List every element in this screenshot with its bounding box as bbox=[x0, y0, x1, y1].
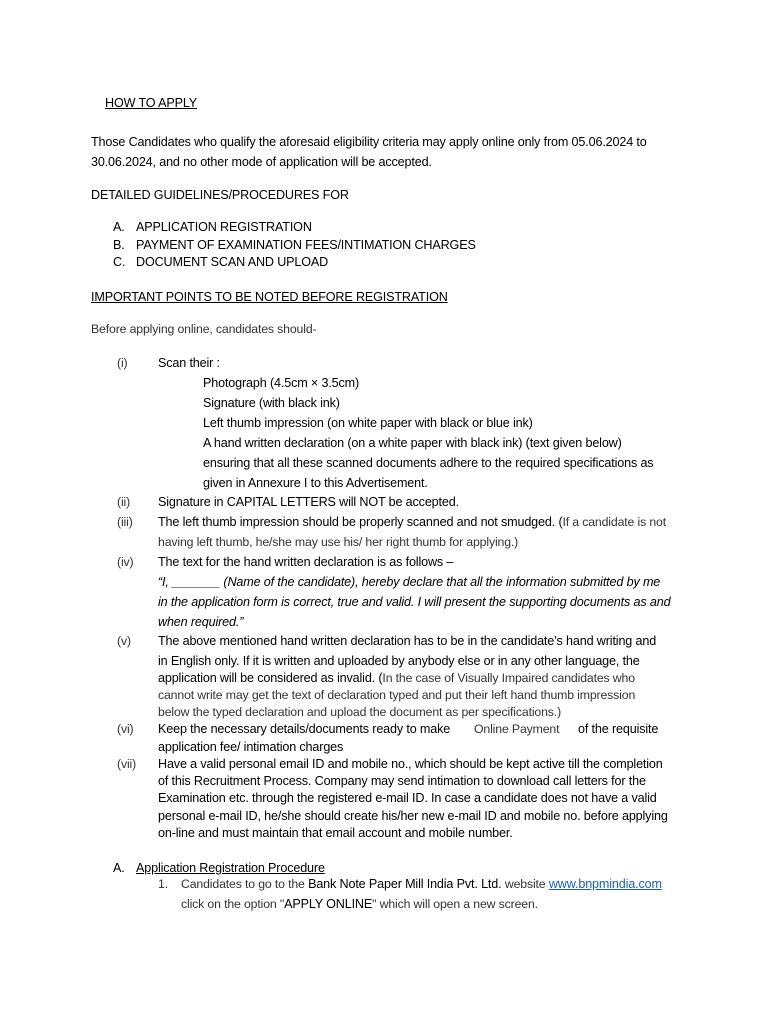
step-1-line-1 bbox=[181, 876, 662, 892]
point-vii-line: personal e-mail ID, he/she should create his/her new e-mail ID and mobile no. before applying bbox=[158, 809, 668, 823]
point-number: (ii) bbox=[117, 495, 131, 509]
declaration-line: ensuring that all these scanned documents adhere to the required specifications as bbox=[203, 456, 654, 470]
step-1-line-2 bbox=[181, 896, 538, 912]
online-payment-text: Online Payment bbox=[474, 722, 560, 736]
point-number: (iv) bbox=[117, 555, 134, 569]
step-1-click-text: click on the option " bbox=[181, 897, 285, 911]
point-number: (iii) bbox=[117, 515, 133, 529]
declaration-quote: when required.” bbox=[158, 615, 244, 629]
point-number: (vi) bbox=[117, 722, 134, 736]
scan-item: Signature (with black ink) bbox=[203, 396, 340, 410]
point-v-note-line: below the typed declaration and upload the document as per specifications.) bbox=[158, 705, 562, 719]
point-v-invalid-text: application will be considered as invalid. ( bbox=[158, 671, 383, 685]
guidelines-heading: DETAILED GUIDELINES/PROCEDURES FOR bbox=[91, 188, 349, 202]
how-to-apply-heading: HOW TO APPLY bbox=[105, 96, 197, 110]
guideline-letter: A. bbox=[113, 220, 125, 234]
intro-line-1: Those Candidates who qualify the aforesaid eligibility criteria may apply online only from 05.06.2024 to bbox=[91, 135, 647, 149]
point-vii-line: Examination etc. through the registered e-mail ID. In case a candidate does not have a valid bbox=[158, 791, 657, 805]
point-number: (v) bbox=[117, 634, 131, 648]
point-vii-line: Have a valid personal email ID and mobile no., which should be kept active till the completion bbox=[158, 757, 663, 771]
step-1-suffix: " which will open a new screen. bbox=[372, 897, 538, 911]
point-v-line: in English only. If it is written and uploaded by anybody else or in any other language, the bbox=[158, 654, 640, 668]
guideline-letter: B. bbox=[113, 238, 125, 252]
intro-line-2: 30.06.2024, and no other mode of application will be accepted. bbox=[91, 155, 432, 169]
point-v-line: The above mentioned hand written declaration has to be in the candidate’s hand writing and bbox=[158, 634, 657, 648]
step-1-prefix: Candidates to go to the bbox=[181, 877, 305, 891]
point-iii-note: If a candidate is not bbox=[562, 515, 666, 529]
section-a-letter: A. bbox=[113, 861, 125, 875]
point-ii-text: Signature in CAPITAL LETTERS will NOT be accepted. bbox=[158, 495, 459, 509]
apply-online-option: APPLY ONLINE bbox=[284, 897, 373, 911]
point-vii-line: on-line and must maintain that email account and mobile number. bbox=[158, 826, 513, 840]
point-vi-line-1c: of the requisite bbox=[578, 722, 659, 736]
website-word: website bbox=[504, 877, 546, 891]
scan-item: Photograph (4.5cm × 3.5cm) bbox=[203, 376, 360, 390]
declaration-line: A hand written declaration (on a white paper with black ink) (text given below) bbox=[203, 436, 622, 450]
point-vi-line-1a: Keep the necessary details/documents ready to make bbox=[158, 722, 451, 736]
point-iii-text: The left thumb impression should be properly scanned and not smudged. ( bbox=[158, 515, 563, 529]
point-iv-text: The text for the hand written declaration is as follows – bbox=[158, 555, 454, 569]
point-iii-note-line-2: having left thumb, he/she may use his/ her right thumb for applying.) bbox=[158, 535, 519, 549]
guideline-letter: C. bbox=[113, 255, 126, 269]
step-number: 1. bbox=[158, 877, 168, 891]
point-number: (i) bbox=[117, 356, 128, 370]
declaration-quote: “I, _______ (Name of the candidate), hereby declare that all the information submitted by me bbox=[158, 575, 661, 589]
guideline-item: PAYMENT OF EXAMINATION FEES/INTIMATION CHARGES bbox=[136, 238, 476, 252]
guideline-item: APPLICATION REGISTRATION bbox=[136, 220, 312, 234]
point-number: (vii) bbox=[117, 757, 137, 771]
point-vii-line: of this Recruitment Process. Company may send intimation to download call letters for the bbox=[158, 774, 646, 788]
point-i-text: Scan their : bbox=[158, 356, 220, 370]
important-points-heading: IMPORTANT POINTS TO BE NOTED BEFORE REGISTRATION bbox=[91, 290, 448, 304]
declaration-quote: in the application form is correct, true and valid. I will present the supporting documents as and bbox=[158, 595, 671, 609]
scan-item: Left thumb impression (on white paper with black or blue ink) bbox=[203, 416, 533, 430]
point-v-note: In the case of Visually Impaired candidates who bbox=[382, 671, 635, 685]
section-a-title: Application Registration Procedure bbox=[136, 861, 325, 875]
company-name: Bank Note Paper Mill India Pvt. Ltd. bbox=[308, 877, 502, 891]
point-iii-line-1 bbox=[158, 514, 666, 530]
guideline-item: DOCUMENT SCAN AND UPLOAD bbox=[136, 255, 329, 269]
declaration-line: given in Annexure I to this Advertisement. bbox=[203, 476, 428, 490]
point-v-note-line: cannot write may get the text of declaration typed and put their left hand thumb impression bbox=[158, 688, 636, 702]
point-vi-line-2: application fee/ intimation charges bbox=[158, 740, 344, 754]
point-v-line bbox=[158, 670, 635, 686]
before-applying-text: Before applying online, candidates should- bbox=[91, 322, 317, 336]
website-link[interactable]: www.bnpmindia.com bbox=[548, 877, 662, 891]
